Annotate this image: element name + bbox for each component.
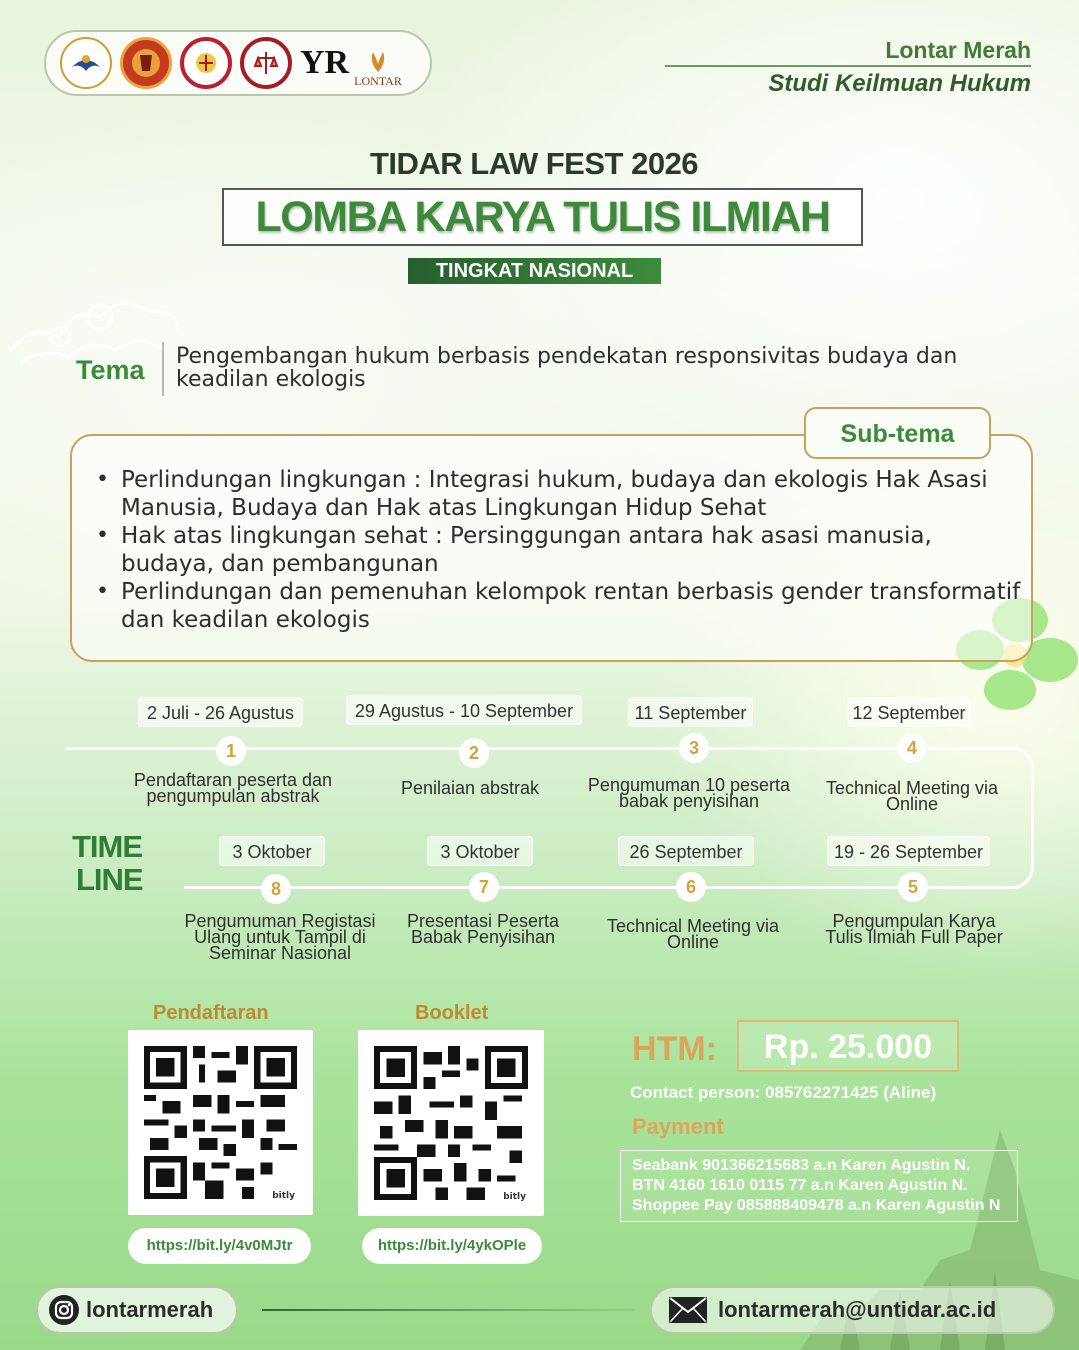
timeline-text-8: Pengumuman Registasi Ulang untuk Tampil di Seminar Nasional — [184, 911, 376, 963]
timeline-bottom-line — [184, 886, 1012, 889]
subtema-item: • Perlindungan dan pemenuhan kelompok rentan berbasis gender transformatif dan keadilan ekologis — [96, 578, 1031, 634]
tema-label: Tema — [76, 355, 145, 385]
registration-link[interactable]: https://bit.ly/4v0MJtr — [128, 1228, 311, 1264]
university-logo-icon — [60, 37, 112, 89]
main-title-box — [222, 188, 863, 246]
law-association-logo-icon — [240, 37, 292, 89]
timeline-step-2: 2 — [459, 738, 489, 768]
payment-line: Seabank 901366215683 a.n Karen Agustin N. — [632, 1157, 971, 1174]
timeline-date-4: 12 September — [847, 697, 971, 727]
timeline-step-5: 5 — [898, 872, 928, 902]
subtema-list — [96, 466, 1031, 634]
instagram-text: lontarmerah — [86, 1297, 214, 1322]
fest-title: TIDAR LAW FEST 2026 — [369, 146, 699, 181]
registration-qr-code[interactable] — [128, 1030, 313, 1215]
timeline-curve — [990, 747, 1034, 889]
fee-value: Rp. 25.000 — [737, 1020, 959, 1072]
email-contact[interactable] — [650, 1286, 1055, 1334]
timeline-date-1: 2 Juli - 26 Agustus — [138, 697, 303, 727]
instagram-icon — [48, 1294, 80, 1326]
tema-text: Pengembangan hukum berbasis pendekatan responsivitas budaya dan keadilan ekologis — [176, 344, 958, 392]
timeline-text-6: Technical Meeting via Online — [606, 916, 780, 952]
email-text: lontarmerah@untidar.ac.id — [718, 1297, 997, 1322]
faculty-logo-icon — [120, 37, 172, 89]
subtema-label: Sub-tema — [804, 407, 991, 459]
timeline-date-6: 26 September — [618, 836, 754, 866]
brand-divider — [665, 65, 1031, 67]
timeline-text-7: Presentasi Peserta Babak Penyisihan — [406, 911, 560, 947]
mail-icon — [668, 1296, 708, 1324]
timeline-step-4: 4 — [897, 733, 927, 763]
timeline-step-3: 3 — [679, 733, 709, 763]
brand-title: Lontar Merah — [885, 37, 1031, 63]
timeline-date-8: 3 Oktober — [219, 836, 325, 866]
booklet-title: Booklet — [415, 1002, 489, 1024]
payment-line: BTN 4160 1610 0115 77 a.n Karen Agustin N. — [632, 1177, 968, 1194]
timeline-top-line — [66, 747, 1012, 750]
footer-divider — [262, 1309, 634, 1311]
timeline-date-2: 29 Agustus - 10 September — [346, 695, 582, 725]
instagram-handle[interactable] — [36, 1286, 238, 1334]
timeline-date-7: 3 Oktober — [427, 836, 533, 866]
booklet-qr-code[interactable] — [358, 1030, 544, 1216]
registration-title: Pendaftaran — [153, 1002, 269, 1024]
timeline-step-7: 7 — [469, 872, 499, 902]
student-council-logo-icon — [180, 37, 232, 89]
lontar-logo-text: LONTAR — [354, 74, 402, 88]
bitly-mark: bitly — [272, 1191, 295, 1201]
timeline-text-1: Pendaftaran peserta dan pengumpulan abstrak — [133, 770, 333, 806]
timeline-text-5: Pengumpulan Karya Tulis Ilmiah Full Paper — [825, 911, 1003, 947]
timeline-step-1: 1 — [216, 736, 246, 766]
timeline-date-5: 19 - 26 September — [827, 836, 990, 866]
qr-code-icon — [144, 1046, 297, 1199]
fee-label: HTM: — [632, 1030, 717, 1068]
timeline-text-4: Technical Meeting via Online — [825, 778, 999, 814]
main-title: LOMBA KARYA TULIS ILMIAH — [255, 192, 830, 241]
kr-logo: YR — [300, 44, 350, 81]
payment-label: Payment — [632, 1114, 724, 1139]
timeline-step-8: 8 — [261, 874, 291, 904]
timeline-step-6: 6 — [676, 872, 706, 902]
subtema-item: • Hak atas lingkungan sehat : Persinggungan antara hak asasi manusia, budaya, dan pembangunan — [96, 522, 1031, 578]
timeline-date-3: 11 September — [628, 697, 753, 727]
booklet-link[interactable]: https://bit.ly/4ykOPle — [362, 1228, 542, 1264]
level-badge: TINGKAT NASIONAL — [408, 258, 661, 284]
subtema-item: • Perlindungan lingkungan : Integrasi hukum, budaya dan ekologis Hak Asasi Manusia, Budaya dan Hak atas Lingkungan Hidup Sehat — [96, 466, 1031, 522]
timeline-text-3: Pengumuman 10 peserta babak penyisihan — [587, 775, 791, 811]
contact-person: Contact person: 085762271425 (Aline) — [630, 1083, 937, 1102]
timeline-label-line-2: LINE — [76, 862, 143, 897]
qr-code-icon — [374, 1046, 528, 1200]
lontar-logo — [348, 37, 408, 89]
payment-lines — [632, 1156, 1000, 1216]
bitly-mark: bitly — [503, 1192, 526, 1202]
timeline-label-line-1: TIME — [72, 829, 143, 864]
timeline-text-2: Penilaian abstrak — [400, 778, 540, 798]
timeline-label — [72, 830, 143, 896]
tema-divider — [162, 342, 164, 396]
payment-line: Shoppee Pay 085888409478 a.n Karen Agustin N — [632, 1197, 1001, 1214]
brand-subtitle: Studi Keilmuan Hukum — [768, 70, 1031, 97]
partner-logos-bar — [44, 30, 432, 96]
